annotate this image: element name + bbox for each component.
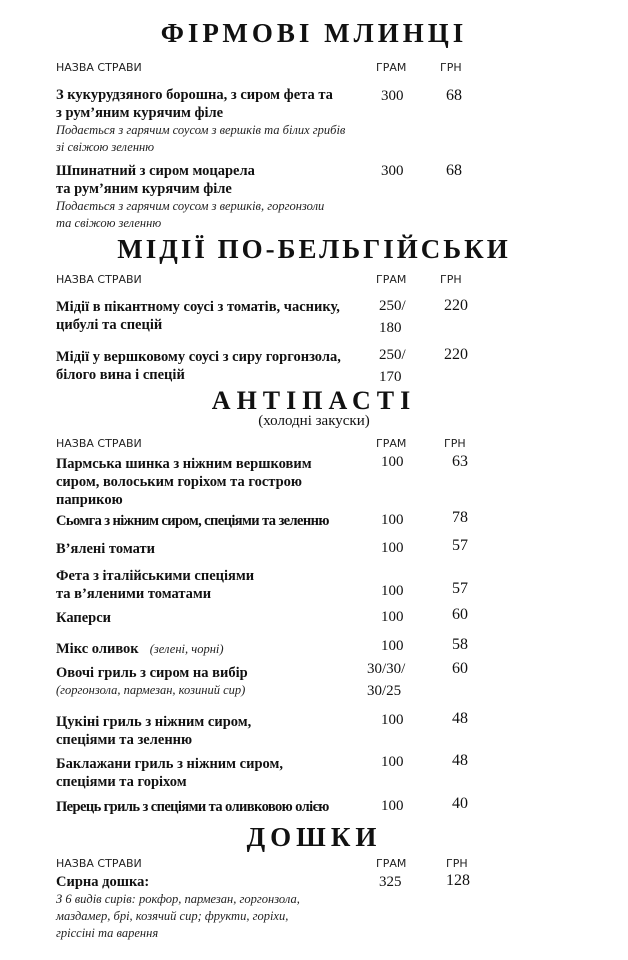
menu-item <box>56 798 329 816</box>
item-weight <box>379 295 406 339</box>
section-title-firmovi-mlyntsi: ФІРМОВІ МЛИНЦІ <box>160 18 468 48</box>
section-title-doshky: ДОШКИ <box>246 822 382 852</box>
item-weight: 100 <box>381 609 404 625</box>
column-header-name: НАЗВА СТРАВИ <box>56 273 142 286</box>
menu-item <box>56 638 224 658</box>
item-weight: 300 <box>381 163 404 179</box>
column-header-gram: ГРАМ <box>376 61 407 74</box>
item-name-line: Сьомга з ніжним сиром, спеціями та зеленню <box>56 513 329 529</box>
item-price: 63 <box>452 453 468 470</box>
item-price: 48 <box>452 752 468 769</box>
item-name-line: Цукіні гриль з ніжним сиром, <box>56 714 252 730</box>
menu-item <box>56 567 254 603</box>
item-name-line: паприкою <box>56 492 123 508</box>
menu-item <box>56 348 341 384</box>
menu-item <box>56 455 312 509</box>
item-weight-line: 30/25 <box>367 683 402 699</box>
item-price: 40 <box>452 795 468 812</box>
item-description-line: та свіжою зеленню <box>56 216 162 230</box>
item-description-line: зі свіжою зеленню <box>56 140 155 154</box>
item-name-line: спеціями та горіхом <box>56 774 187 790</box>
menu-item <box>56 162 324 232</box>
item-name-line: Каперси <box>56 610 112 626</box>
item-name-line: Баклажани гриль з ніжним сиром, <box>56 756 283 772</box>
item-price: 58 <box>452 636 468 653</box>
section-title-antipasti: АНТІПАСТІ <box>211 386 417 415</box>
item-name-line: з рум’яним курячим філе <box>56 105 224 121</box>
column-header-gram: ГРАМ <box>376 857 407 870</box>
item-name-line: Мідії в пікантному соусі з томатів, часнику, <box>56 299 340 315</box>
section-subtitle: (холодні закуски) <box>258 413 370 429</box>
item-weight: 100 <box>381 712 404 728</box>
item-name-line: В’ялені томати <box>56 541 155 557</box>
item-description-line: гріссіні та варення <box>56 926 159 940</box>
column-header-gram: ГРАМ <box>376 437 407 450</box>
item-weight: 100 <box>381 754 404 770</box>
item-name-line: спеціями та зеленню <box>56 732 193 748</box>
menu-item <box>56 664 248 699</box>
item-price: 128 <box>446 872 470 889</box>
item-name-line: Овочі гриль з сиром на вибір <box>56 665 248 681</box>
item-name-line: білого вина і спецій <box>56 367 185 383</box>
item-weight-line: 250/ <box>379 298 406 314</box>
item-weight-line: 170 <box>379 369 402 385</box>
item-price: 220 <box>444 297 468 314</box>
section-title-midii-po-belgiysky: МІДІЇ ПО-БЕЛЬГІЙСЬКИ <box>117 234 511 264</box>
item-weight: 100 <box>381 454 404 470</box>
menu-item <box>56 755 283 791</box>
column-header-name: НАЗВА СТРАВИ <box>56 857 142 870</box>
item-name-line: Мідії у вершковому соусі з сиру горгонзола, <box>56 349 341 365</box>
column-header-price: ГРН <box>446 857 468 870</box>
item-name-line: З кукурудзяного борошна, з сиром фета та <box>56 87 333 103</box>
item-weight-line: 250/ <box>379 347 406 363</box>
column-header-price: ГРН <box>440 273 462 286</box>
menu-item <box>56 540 155 558</box>
item-description-line: Подається з гарячим соусом з вершків, горгонзоли <box>56 199 325 213</box>
item-price: 48 <box>452 710 468 727</box>
item-price: 220 <box>444 346 468 363</box>
item-name-line: та рум’яним курячим філе <box>56 181 232 197</box>
item-name-line: Шпинатний з сиром моцарела <box>56 163 255 179</box>
item-name-line: Перець гриль з спеціями та оливковою олією <box>56 799 329 815</box>
column-header-name: НАЗВА СТРАВИ <box>56 437 142 450</box>
item-price: 68 <box>446 162 462 179</box>
item-description-line: маздамер, брі, козячий сир; фрукти, горіхи, <box>56 909 289 923</box>
item-name-line: Фета з італійськими спеціями <box>56 568 255 584</box>
item-weight: 100 <box>381 798 404 814</box>
column-header-price: ГРН <box>444 437 466 450</box>
item-weight: 100 <box>381 583 404 599</box>
item-weight: 300 <box>381 88 404 104</box>
item-weight: 100 <box>381 512 404 528</box>
item-price: 78 <box>452 509 468 526</box>
item-name-line: Пармська шинка з ніжним вершковим <box>56 456 312 472</box>
item-name-line: та в’яленими томатами <box>56 586 212 602</box>
item-price: 57 <box>452 537 468 554</box>
item-description-line: Подається з гарячим соусом з вершків та білих грибів <box>56 123 346 137</box>
menu-item <box>56 86 345 156</box>
item-name-line: цибулі та спецій <box>56 317 163 333</box>
item-description-line: (горгонзола, пармезан, козиний сир) <box>56 683 246 697</box>
item-name-line: Мікс оливок <box>56 641 139 657</box>
column-header-gram: ГРАМ <box>376 273 407 286</box>
column-header-price: ГРН <box>440 61 462 74</box>
item-name-line: сиром, волоським горіхом та гострою <box>56 474 302 490</box>
menu-item <box>56 609 111 627</box>
item-weight <box>379 344 406 388</box>
menu-item <box>56 298 340 334</box>
item-price: 57 <box>452 580 468 597</box>
item-weight: 325 <box>379 874 402 890</box>
menu-item <box>56 713 251 749</box>
item-description-line: З 6 видів сирів: рокфор, пармезан, горгонзола, <box>56 892 300 906</box>
item-price: 60 <box>452 606 468 623</box>
item-weight: 100 <box>381 540 404 556</box>
menu-item <box>56 873 300 942</box>
item-name-line: Сирна дошка: <box>56 874 150 890</box>
item-price: 68 <box>446 87 462 104</box>
column-header-name: НАЗВА СТРАВИ <box>56 61 142 74</box>
item-weight <box>367 658 405 702</box>
item-weight: 100 <box>381 638 404 654</box>
menu-item <box>56 512 329 530</box>
item-weight-line: 30/30/ <box>367 661 406 677</box>
item-note: (зелені, чорні) <box>149 642 224 656</box>
item-price: 60 <box>452 660 468 677</box>
item-weight-line: 180 <box>379 320 402 336</box>
